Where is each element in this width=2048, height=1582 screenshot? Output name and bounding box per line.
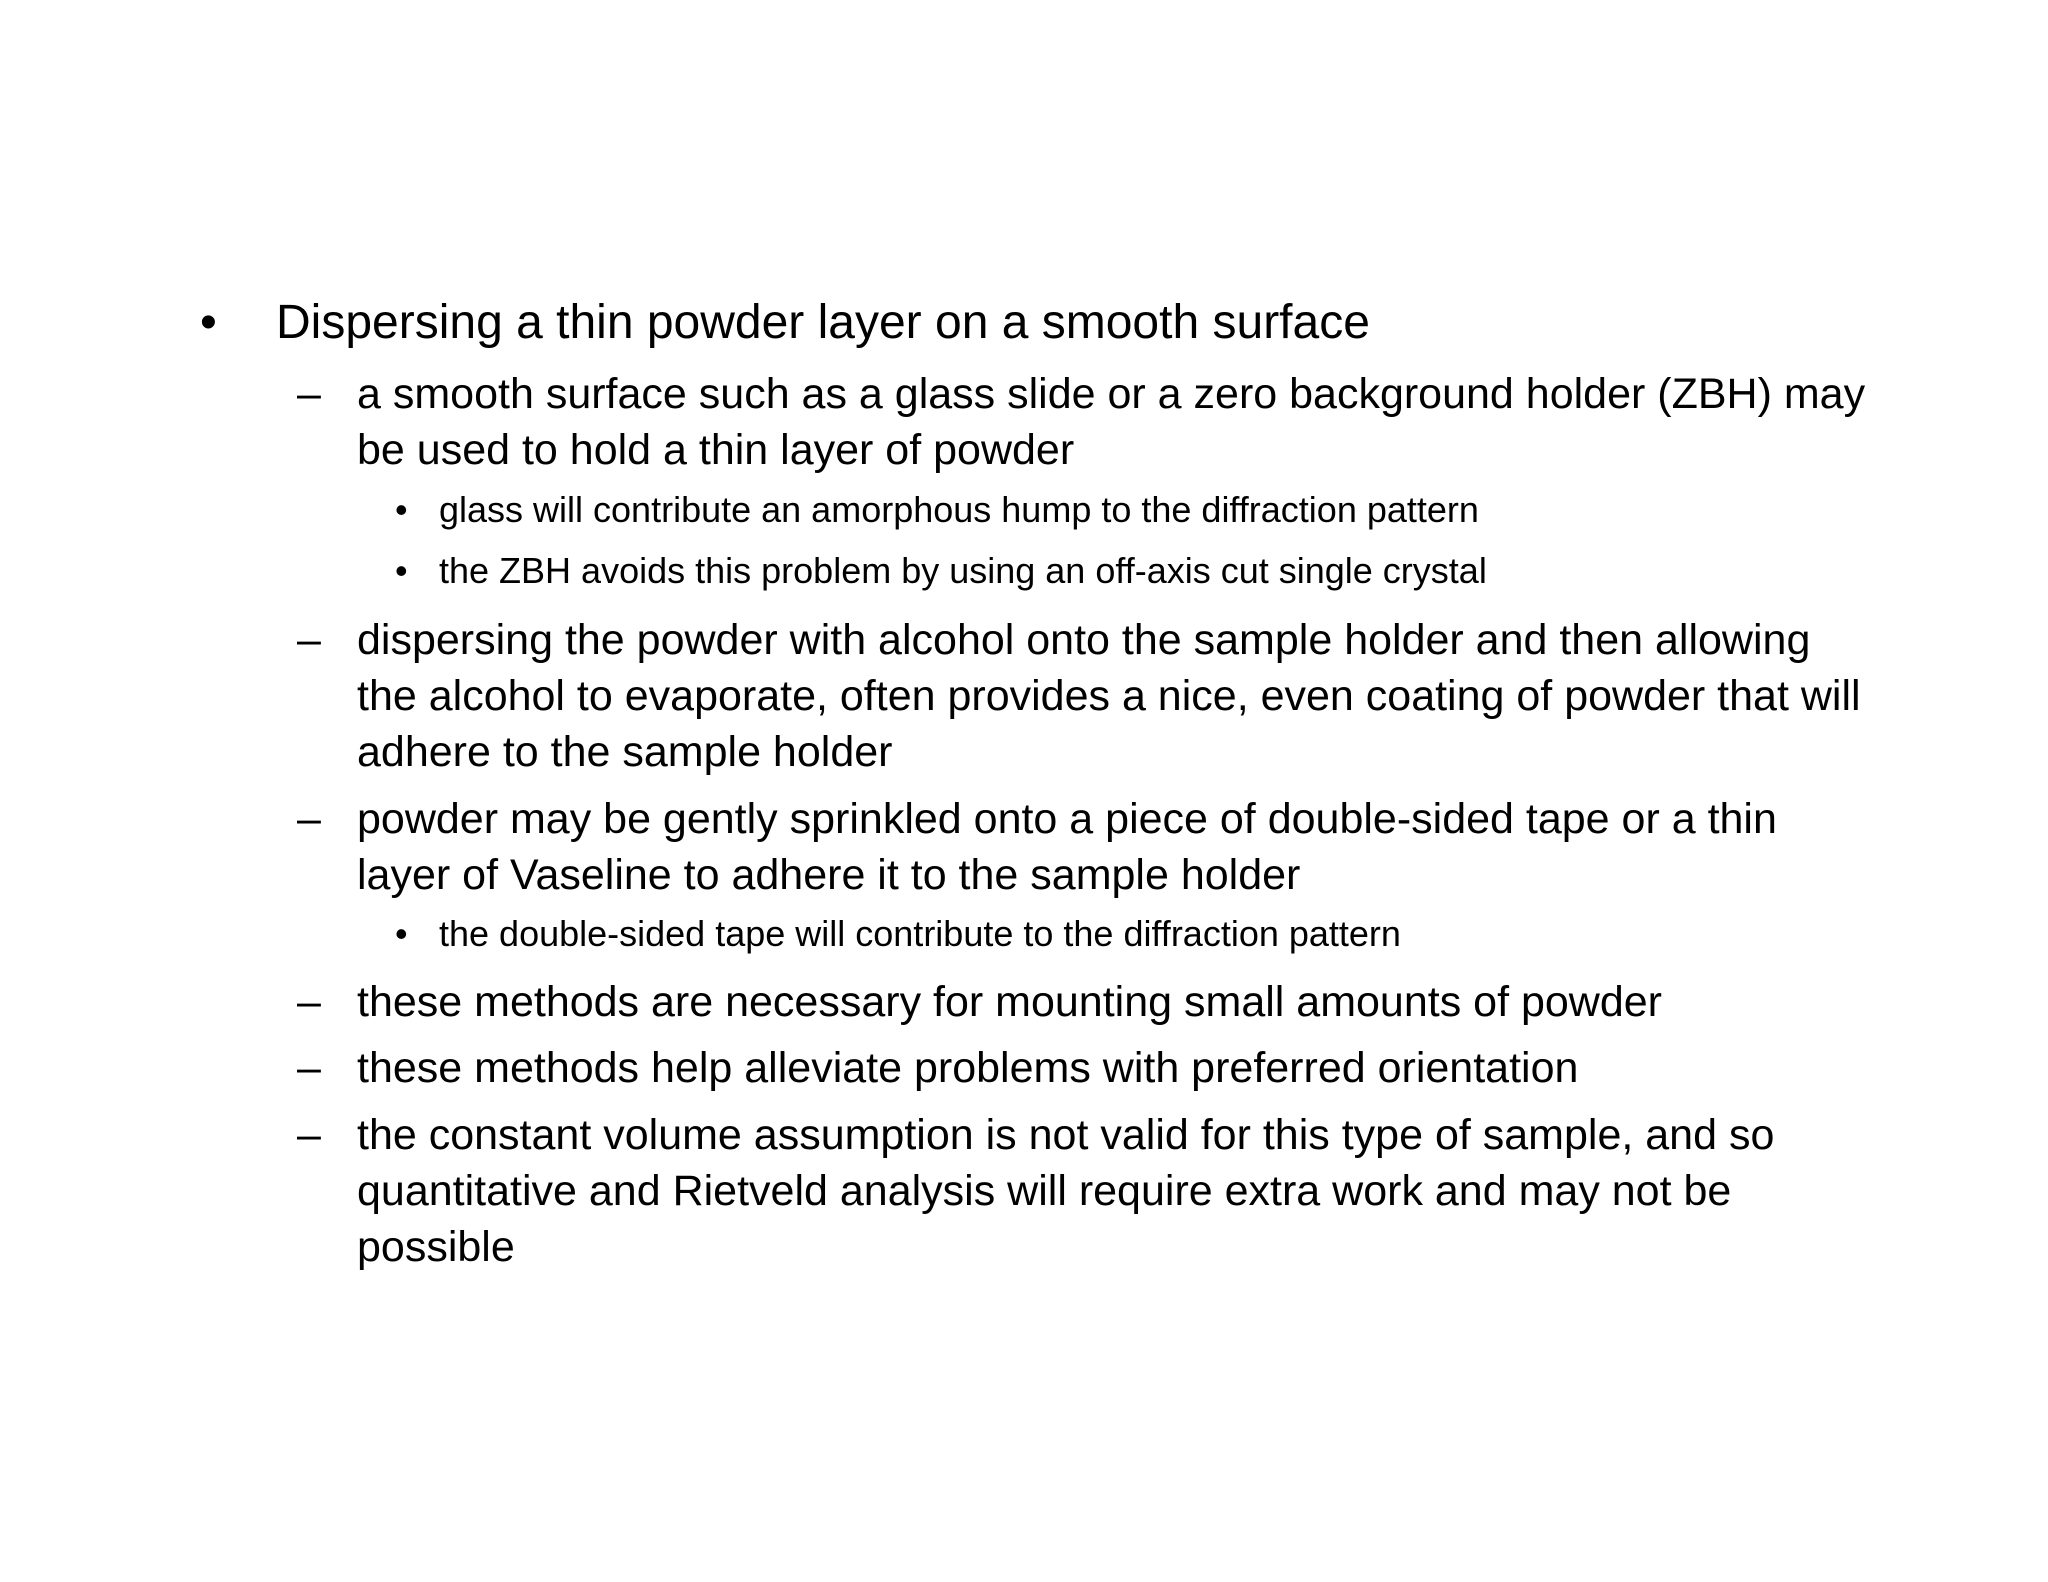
- sub-bullet-text: the constant volume assumption is not valid for this type of sample, and so quantitative and Rietveld analysis will require extra work and may not be possible: [357, 1111, 1775, 1271]
- sub-bullet: [297, 612, 1877, 780]
- sub-bullet: [297, 1040, 1877, 1096]
- sub-bullet: [297, 366, 1877, 478]
- dash-marker: –: [297, 370, 321, 418]
- sub-bullet-text: a smooth surface such as a glass slide or a zero background holder (ZBH) may be used to hold a thin layer of powder: [357, 370, 1866, 474]
- sub-sub-bullet-text: the double-sided tape will contribute to the diffraction pattern: [439, 913, 1401, 954]
- sub-bullet-text: powder may be gently sprinkled onto a piece of double-sided tape or a thin layer of Vaseline to adhere it to the sample holder: [357, 795, 1777, 899]
- sub-bullet: [297, 974, 1877, 1030]
- bullet-marker: •: [200, 296, 217, 349]
- dash-marker: –: [297, 1044, 321, 1092]
- dash-marker: –: [297, 795, 321, 843]
- sub-bullet-text: dispersing the powder with alcohol onto the sample holder and then allowing the alcohol to evaporate, often provides a nice, even coating of powder that will adhere to the sample holder: [357, 616, 1861, 776]
- main-bullet-text: Dispersing a thin powder layer on a smooth surface: [276, 296, 1370, 349]
- sub-sub-bullet: [395, 488, 1479, 532]
- dash-marker: –: [297, 1111, 321, 1159]
- dash-marker: –: [297, 978, 321, 1026]
- sub-bullet: [297, 1107, 1877, 1275]
- sub-bullet-text: these methods are necessary for mounting small amounts of powder: [357, 978, 1662, 1026]
- sub-bullet-text: these methods help alleviate problems with preferred orientation: [357, 1044, 1579, 1092]
- bullet-marker: •: [395, 913, 408, 954]
- sub-sub-bullet: [395, 912, 1401, 956]
- dash-marker: –: [297, 616, 321, 664]
- bullet-marker: •: [395, 489, 408, 530]
- sub-sub-bullet-text: the ZBH avoids this problem by using an off-axis cut single crystal: [439, 550, 1487, 591]
- bullet-marker: •: [395, 550, 408, 591]
- sub-sub-bullet-text: glass will contribute an amorphous hump to the diffraction pattern: [439, 489, 1479, 530]
- main-bullet: [200, 295, 1370, 351]
- sub-sub-bullet: [395, 549, 1487, 593]
- sub-bullet: [297, 791, 1877, 903]
